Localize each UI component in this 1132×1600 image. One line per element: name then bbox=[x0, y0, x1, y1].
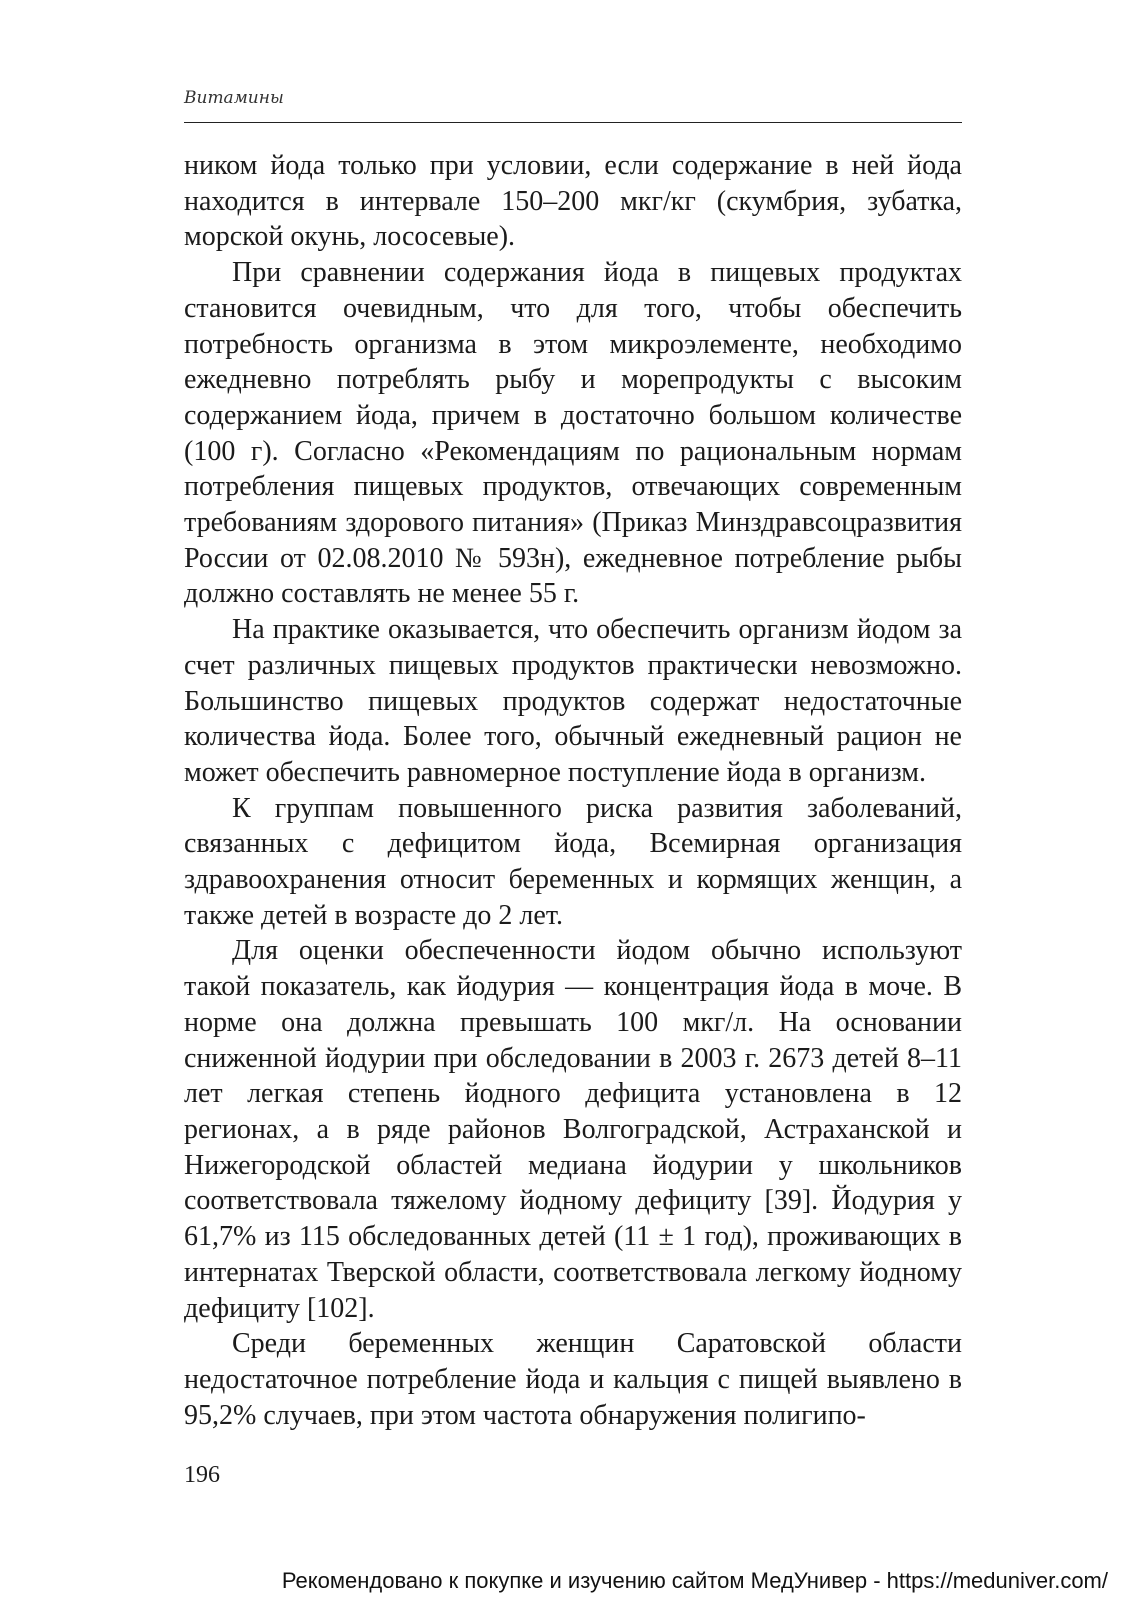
paragraph-6: Среди беременных женщин Саратовской области недостаточное потребление йода и кальция с пищей выявлено в 95,2% случаев, при этом частота обнаружения полигипо- bbox=[184, 1328, 962, 1431]
main-text bbox=[184, 148, 962, 1433]
paragraph-3: На практике оказывается, что обеспечить организм йодом за счет различных пищевых продуктов практически невозможно. Большинство пищевых продуктов содержат недостаточные количества йода. Более того, обычный ежедневный рацион не может обеспечить равномерное поступление йода в организм. bbox=[184, 614, 962, 788]
running-title: Витамины bbox=[184, 88, 284, 108]
paragraph-2: При сравнении содержания йода в пищевых продуктах становится очевидным, что для того, чтобы обеспечить потребность организма в этом микроэлементе, необходимо ежедневно потреблять рыбу и морепродукты с высоким содержанием йода, причем в достаточно большом количестве (100 г). Согласно «Рекомендациям по рациональным нормам потребления пищевых продуктов, отвечающих современным требованиям здорового питания» (Приказ Минздравсоцразвития России от 02.08.2010 № 593н), ежедневное потребление рыбы должно составлять не менее 55 г. bbox=[184, 257, 962, 610]
paragraph-1: ником йода только при условии, если содержание в ней йода находится в интервале 150–200 мкг/кг (скумбрия, зубатка, морской окунь, лососевые). bbox=[184, 150, 962, 253]
paragraph-5: Для оценки обеспеченности йодом обычно используют такой показатель, как йодурия — концентрация йода в моче. В норме она должна превышать 100 мкг/л. На основании сниженной йодурии при обследовании в 2003 г. 2673 детей 8–11 лет легкая степень йодного дефицита установлена в 12 регионах, а в ряде районов Волгоградской, Астраханской и Нижегородской областей медиана йодурии у школьников соответствовала тяжелому йодному дефициту [39]. Йодурия у 61,7% из 115 обследованных детей (11 ± 1 год), проживающих в интернатах Тверской области, соответствовала легкому йодному дефициту [102]. bbox=[184, 935, 962, 1324]
paragraph-4: К группам повышенного риска развития заболеваний, связанных с дефицитом йода, Всемирная организация здравоохранения относит беременных и кормящих женщин, а также детей в возрасте до 2 лет. bbox=[184, 792, 962, 931]
header-divider bbox=[184, 122, 962, 123]
page-number: 196 bbox=[184, 1462, 220, 1488]
footer-recommendation-link[interactable]: Рекомендовано к покупке и изучению сайтом МедУнивер - https://meduniver.com/ bbox=[281, 1568, 1108, 1593]
